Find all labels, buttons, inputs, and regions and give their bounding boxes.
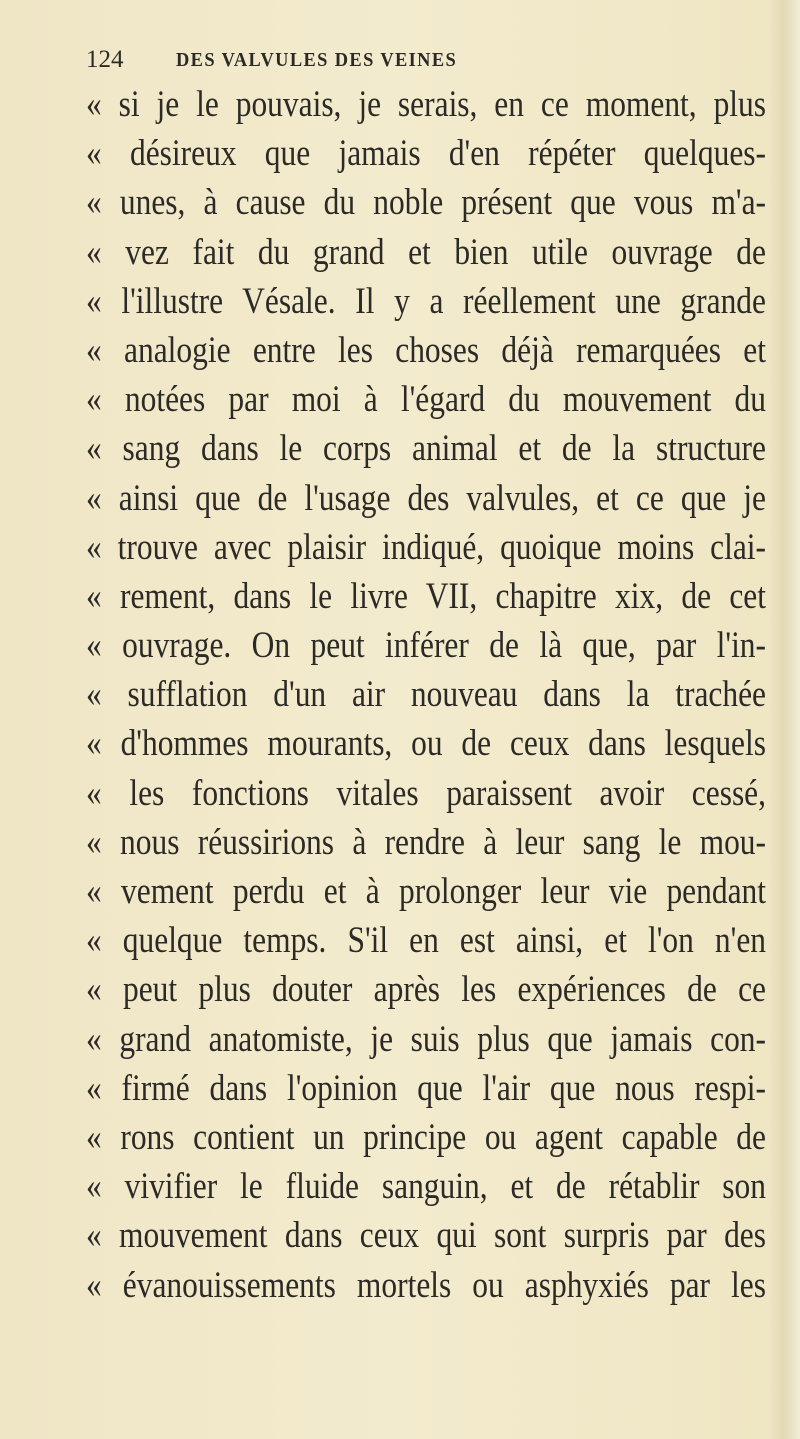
text-line: « vivifier le fluide sanguin, et de rétablir son — [86, 1166, 766, 1208]
text-line: « l'illustre Vésale. Il y a réellement une grande — [86, 280, 766, 322]
text-line: « firmé dans l'opinion que l'air que nous respi- — [86, 1067, 766, 1109]
text-line: « d'hommes mourants, ou de ceux dans lesquels — [86, 723, 766, 765]
page-header — [86, 46, 726, 80]
text-line: « mouvement dans ceux qui sont surpris par des — [86, 1215, 766, 1257]
text-line: « les fonctions vitales paraissent avoir cessé, — [86, 772, 766, 814]
text-line: « rons contient un principe ou agent capable de — [86, 1116, 766, 1158]
text-line: « analogie entre les choses déjà remarquées et — [86, 329, 766, 371]
text-line: « sang dans le corps animal et de la structure — [86, 428, 766, 470]
text-line: « évanouissements mortels ou asphyxiés par les — [86, 1264, 766, 1306]
running-title: DES VALVULES DES VEINES — [176, 49, 458, 71]
text-line: « ainsi que de l'usage des valvules, et ce que je — [86, 477, 766, 519]
text-line: « sufflation d'un air nouveau dans la trachée — [86, 674, 766, 716]
text-line: « unes, à cause du noble présent que vous m'a- — [86, 182, 766, 224]
text-line: « ouvrage. On peut inférer de là que, par l'in- — [86, 625, 766, 667]
text-line: « trouve avec plaisir indiqué, quoique moins clai- — [86, 526, 766, 568]
page-number: 124 — [86, 46, 124, 73]
text-line: « rement, dans le livre VII, chapitre xix, de cet — [86, 575, 766, 617]
text-line: « vez fait du grand et bien utile ouvrage de — [86, 231, 766, 273]
text-line: « si je le pouvais, je serais, en ce moment, plus — [86, 84, 766, 125]
body-text — [86, 80, 800, 1310]
text-line: « notées par moi à l'égard du mouvement du — [86, 379, 766, 421]
text-line: « grand anatomiste, je suis plus que jamais con- — [86, 1018, 766, 1060]
text-line: « nous réussirions à rendre à leur sang le mou- — [86, 821, 766, 863]
text-line: « vement perdu et à prolonger leur vie pendant — [86, 871, 766, 912]
text-line: « quelque temps. S'il en est ainsi, et l'on n'en — [86, 920, 766, 962]
text-line: « désireux que jamais d'en répéter quelques- — [86, 133, 766, 175]
text-line: « peut plus douter après les expériences de ce — [86, 969, 766, 1011]
